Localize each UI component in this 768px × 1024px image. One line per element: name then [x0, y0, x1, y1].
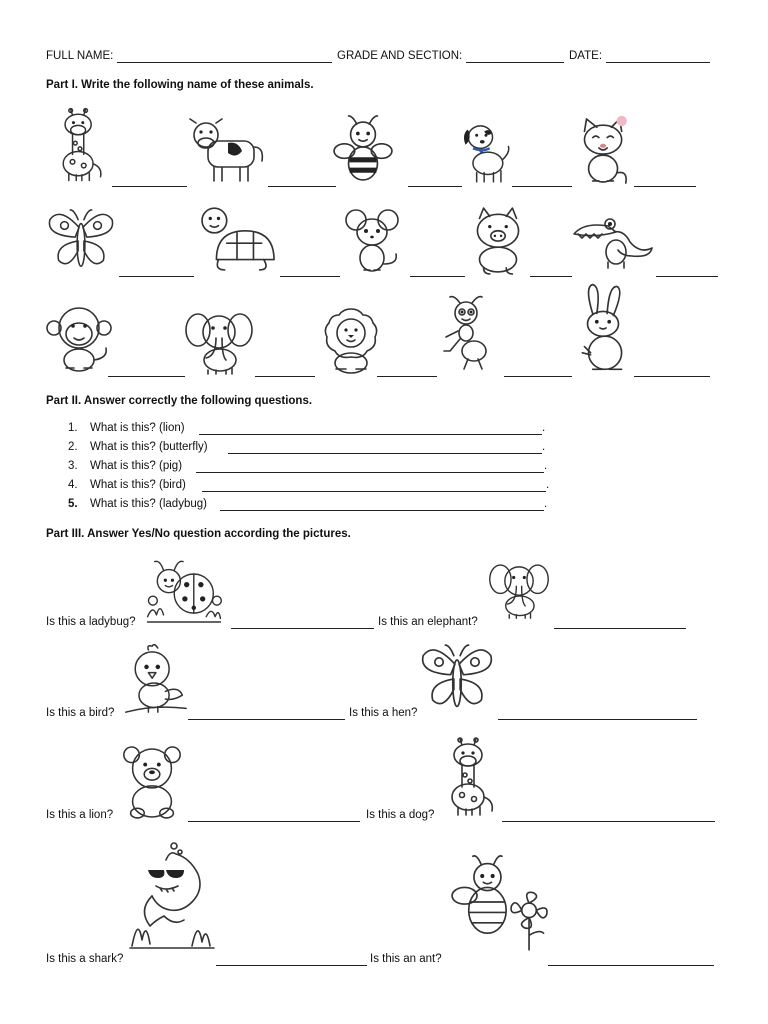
bee-icon [450, 850, 554, 954]
yes-no-question: Is this a lion? [46, 809, 114, 821]
turtle-icon [194, 202, 280, 274]
answer-blank[interactable] [216, 965, 367, 966]
answer-blank[interactable] [410, 276, 465, 277]
question-item [68, 479, 548, 493]
question-text: What is this? (lion) [90, 422, 185, 434]
answer-blank[interactable] [634, 186, 696, 187]
question-text: What is this? (pig) [90, 460, 183, 472]
answer-blank[interactable] [228, 453, 542, 454]
giraffe-icon [440, 732, 500, 822]
question-item [68, 441, 548, 455]
butterfly-icon [44, 208, 118, 276]
answer-blank[interactable] [196, 472, 544, 473]
answer-blank[interactable] [530, 276, 572, 277]
answer-blank[interactable] [202, 491, 546, 492]
yes-no-question: Is this a dog? [366, 809, 435, 821]
pig-icon [466, 204, 530, 276]
answer-blank[interactable] [408, 186, 462, 187]
shark-icon [126, 836, 216, 954]
part-one-title: Part I. Write the following name of these animals. [46, 79, 314, 91]
monkey-icon [44, 302, 114, 376]
answer-blank[interactable] [377, 376, 437, 377]
butterfly-icon [420, 642, 494, 718]
yes-no-question: Is this an elephant? [378, 616, 478, 628]
answer-blank[interactable] [548, 965, 714, 966]
answer-blank[interactable] [255, 376, 315, 377]
date-label: DATE: [569, 50, 603, 62]
ladybug-icon [144, 552, 224, 628]
yes-no-question: Is this a hen? [349, 707, 418, 719]
bee-icon [332, 112, 394, 188]
question-number: 2. [68, 441, 78, 453]
answer-blank[interactable] [220, 510, 544, 511]
answer-blank[interactable] [112, 186, 187, 187]
dog-icon [458, 118, 514, 188]
answer-blank[interactable] [280, 276, 340, 277]
yes-no-question: Is this a bird? [46, 707, 115, 719]
answer-blank[interactable] [188, 719, 345, 720]
answer-blank[interactable] [634, 376, 710, 377]
full-name-blank[interactable] [117, 62, 332, 63]
giraffe-icon [52, 104, 108, 186]
cat-icon [570, 114, 632, 188]
end-mark: . [544, 460, 548, 472]
grade-section-blank[interactable] [466, 62, 564, 63]
full-name-label: FULL NAME: [46, 50, 114, 62]
answer-blank[interactable] [498, 719, 697, 720]
end-mark: . [546, 479, 550, 491]
answer-blank[interactable] [512, 186, 572, 187]
answer-blank[interactable] [268, 186, 336, 187]
answer-blank[interactable] [231, 628, 374, 629]
answer-blank[interactable] [554, 628, 686, 629]
answer-blank[interactable] [656, 276, 718, 277]
answer-blank[interactable] [502, 821, 715, 822]
end-mark: . [544, 498, 548, 510]
answer-blank[interactable] [504, 376, 572, 377]
answer-blank[interactable] [108, 376, 185, 377]
bird-icon [122, 644, 188, 720]
answer-blank[interactable] [199, 434, 542, 435]
grade-section-label: GRADE AND SECTION: [337, 50, 463, 62]
end-mark: . [542, 422, 546, 434]
yes-no-question: Is this an ant? [370, 953, 442, 965]
question-text: What is this? (butterfly) [90, 441, 208, 453]
cow-icon [186, 114, 266, 186]
question-number: 4. [68, 479, 78, 491]
yes-no-question: Is this a shark? [46, 953, 124, 965]
lion-icon [316, 304, 386, 376]
rabbit-icon [572, 282, 634, 376]
question-number: 5. [68, 498, 78, 510]
elephant-icon [488, 550, 550, 628]
question-item [68, 460, 548, 474]
question-number: 3. [68, 460, 78, 472]
question-text: What is this? (ladybug) [90, 498, 207, 510]
answer-blank[interactable] [188, 821, 360, 822]
question-text: What is this? (bird) [90, 479, 186, 491]
date-blank[interactable] [606, 62, 710, 63]
bear-icon [118, 742, 186, 822]
elephant-icon [184, 306, 254, 376]
question-item [68, 498, 548, 512]
answer-blank[interactable] [119, 276, 194, 277]
ant-icon [438, 290, 498, 376]
question-item [68, 422, 548, 436]
part-three-title: Part III. Answer Yes/No question according the pictures. [46, 528, 351, 540]
end-mark: . [542, 441, 546, 453]
part-two-title: Part II. Answer correctly the following questions. [46, 395, 313, 407]
crocodile-icon [570, 210, 660, 274]
question-number: 1. [68, 422, 78, 434]
yes-no-question: Is this a ladybug? [46, 616, 136, 628]
mouse-icon [336, 206, 408, 276]
